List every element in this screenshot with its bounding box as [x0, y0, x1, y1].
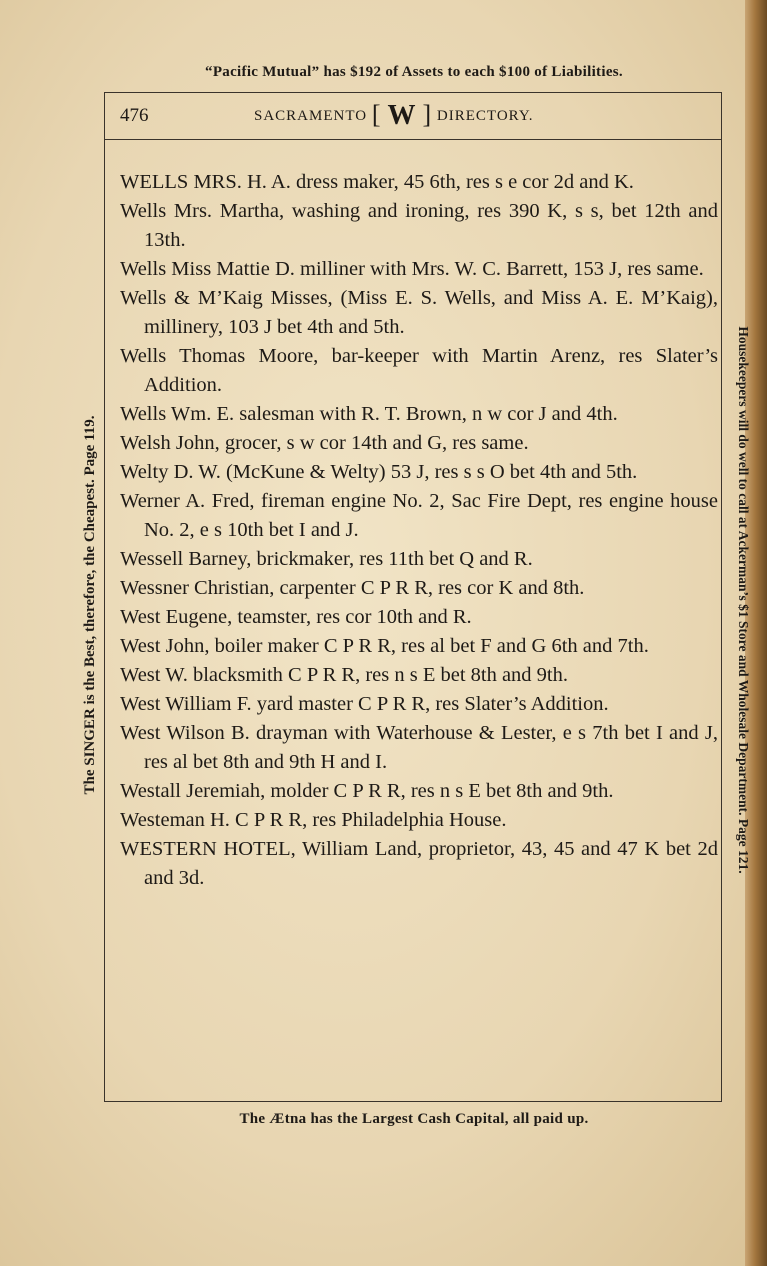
bottom-advertisement: The Ætna has the Largest Cash Capital, all paid up. — [239, 1111, 589, 1127]
running-head — [254, 100, 533, 132]
city-label: SACRAMENTO — [254, 108, 368, 124]
directory-entry: Wessner Christian, carpenter C P R R, res cor K and 8th. — [120, 577, 585, 599]
directory-entry: Wells Miss Mattie D. milliner with Mrs. W. C. Barrett, 153 J, res same. — [120, 258, 704, 280]
directory-entry: West W. blacksmith C P R R, res n s E bet 8th and 9th. — [120, 664, 569, 686]
bracket-open: [ — [371, 100, 382, 129]
directory-entry: West Eugene, teamster, res cor 10th and R. — [120, 606, 472, 628]
directory-label: DIRECTORY. — [436, 108, 534, 124]
directory-entries — [120, 168, 718, 893]
section-letter: W — [387, 100, 417, 131]
directory-entry: Wessell Barney, brickmaker, res 11th bet Q and R. — [120, 548, 533, 570]
directory-entry: West John, boiler maker C P R R, res al bet F and G 6th and 7th. — [120, 635, 649, 657]
directory-entry: Wells Wm. E. salesman with R. T. Brown, n w cor J and 4th. — [120, 403, 618, 425]
directory-entry: West Wilson B. drayman with Waterhouse & Lester, e s 7th bet I and J, res al bet 8th and 9th H and I. — [120, 722, 718, 773]
directory-entry: West William F. yard master C P R R, res Slater’s Addition. — [120, 693, 609, 715]
directory-entry: Wells & M’Kaig Misses, (Miss E. S. Wells, and Miss A. E. M’Kaig), millinery, 103 J bet 4th and 5th. — [120, 287, 718, 338]
bracket-close: ] — [422, 100, 433, 129]
directory-entry: WESTERN HOTEL, William Land, proprietor, 43, 45 and 47 K bet 2d and 3d. — [120, 838, 718, 889]
directory-entry: Westeman H. C P R R, res Philadelphia House. — [120, 809, 507, 831]
page-header — [104, 96, 722, 140]
directory-entry: Welty D. W. (McKune & Welty) 53 J, res s s O bet 4th and 5th. — [120, 461, 638, 483]
page-number: 476 — [120, 105, 149, 126]
left-margin-advertisement: The SINGER is the Best, therefore, the Cheapest. Page 119. — [82, 415, 98, 795]
directory-entry: Westall Jeremiah, molder C P R R, res n s E bet 8th and 9th. — [120, 780, 614, 802]
right-margin-advertisement: Housekeepers will do well to call at Ackerman’s $1 Store and Wholesale Department. Page 121. — [736, 326, 751, 874]
top-advertisement: “Pacific Mutual” has $192 of Assets to each $100 of Liabilities. — [205, 64, 623, 80]
directory-entry: Wells Mrs. Martha, washing and ironing, res 390 K, s s, bet 12th and 13th. — [120, 200, 718, 251]
directory-entry: WELLS MRS. H. A. dress maker, 45 6th, res s e cor 2d and K. — [120, 171, 634, 193]
directory-entry: Welsh John, grocer, s w cor 14th and G, res same. — [120, 432, 529, 454]
directory-entry: Werner A. Fred, fireman engine No. 2, Sac Fire Dept, res engine house No. 2, e s 10th bet I and J. — [120, 490, 718, 541]
directory-entry: Wells Thomas Moore, bar-keeper with Martin Arenz, res Slater’s Addition. — [120, 345, 718, 396]
